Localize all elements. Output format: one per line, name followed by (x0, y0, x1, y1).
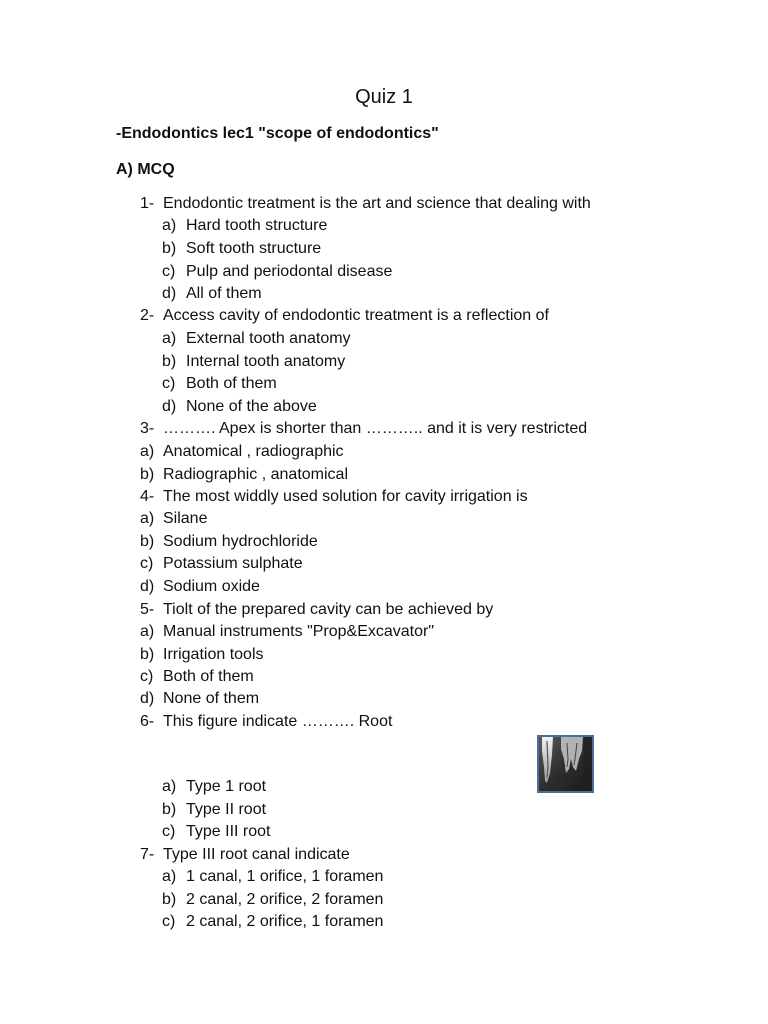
option-letter: b) (140, 646, 155, 663)
option-text: Both of them (186, 375, 277, 392)
option-letter: a) (140, 443, 155, 460)
option-text: None of the above (186, 398, 317, 415)
question-number: 6- (140, 713, 155, 730)
option-text: Sodium oxide (163, 578, 260, 595)
option-text: All of them (186, 285, 262, 302)
question-number: 5- (140, 601, 155, 618)
option-letter: b) (162, 240, 177, 257)
section-heading: A) MCQ (116, 161, 175, 178)
page-title: Quiz 1 (355, 86, 413, 108)
option-text: 2 canal, 2 orifice, 1 foramen (186, 913, 384, 930)
option-text: Manual instruments "Prop&Excavator" (163, 623, 435, 640)
option-text: Hard tooth structure (186, 217, 328, 234)
option-letter: c) (162, 913, 176, 930)
option-text: Type 1 root (186, 778, 267, 795)
option-letter: b) (140, 466, 155, 483)
option-letter: c) (162, 823, 176, 840)
option-letter: a) (162, 778, 177, 795)
option-letter: a) (140, 510, 155, 527)
option-letter: d) (140, 690, 155, 707)
option-letter: c) (140, 555, 154, 572)
question-number: 3- (140, 420, 155, 437)
option-text: Type III root (186, 823, 271, 840)
option-text: Type II root (186, 801, 267, 818)
option-letter: a) (162, 217, 177, 234)
option-text: Soft tooth structure (186, 240, 322, 257)
option-text: Potassium sulphate (163, 555, 303, 572)
option-text: Anatomical , radiographic (163, 443, 344, 460)
option-letter: b) (162, 353, 177, 370)
option-text: Both of them (163, 668, 254, 685)
question-number: 2- (140, 307, 155, 324)
option-letter: c) (162, 375, 176, 392)
option-letter: c) (140, 668, 154, 685)
question-number: 1- (140, 195, 155, 212)
option-text: External tooth anatomy (186, 330, 351, 347)
option-text: Radiographic , anatomical (163, 466, 348, 483)
option-text: None of them (163, 690, 260, 707)
question-number: 4- (140, 488, 155, 505)
question-text: This figure indicate ………. Root (163, 713, 393, 730)
option-text: Irrigation tools (163, 646, 264, 663)
radiograph-image (537, 735, 594, 793)
option-letter: d) (140, 578, 155, 595)
option-letter: d) (162, 398, 177, 415)
question-text: Access cavity of endodontic treatment is a reflection of (163, 307, 549, 324)
option-text: Silane (163, 510, 208, 527)
option-text: Internal tooth anatomy (186, 353, 346, 370)
option-text: Pulp and periodontal disease (186, 263, 393, 280)
option-letter: b) (162, 891, 177, 908)
option-letter: a) (162, 330, 177, 347)
question-text: The most widdly used solution for cavity irrigation is (163, 488, 528, 505)
question-text: Type III root canal indicate (163, 846, 350, 863)
option-letter: b) (162, 801, 177, 818)
option-text: 2 canal, 2 orifice, 2 foramen (186, 891, 384, 908)
option-letter: a) (140, 623, 155, 640)
question-number: 7- (140, 846, 155, 863)
lecture-subtitle: -Endodontics lec1 "scope of endodontics" (116, 125, 439, 142)
option-letter: b) (140, 533, 155, 550)
option-letter: a) (162, 868, 177, 885)
option-text: Sodium hydrochloride (163, 533, 318, 550)
question-text: ………. Apex is shorter than ……….. and it is very restricted (163, 420, 588, 437)
option-letter: d) (162, 285, 177, 302)
question-text: Tiolt of the prepared cavity can be achieved by (163, 601, 494, 618)
option-letter: c) (162, 263, 176, 280)
question-text: Endodontic treatment is the art and science that dealing with (163, 195, 591, 212)
option-text: 1 canal, 1 orifice, 1 foramen (186, 868, 384, 885)
